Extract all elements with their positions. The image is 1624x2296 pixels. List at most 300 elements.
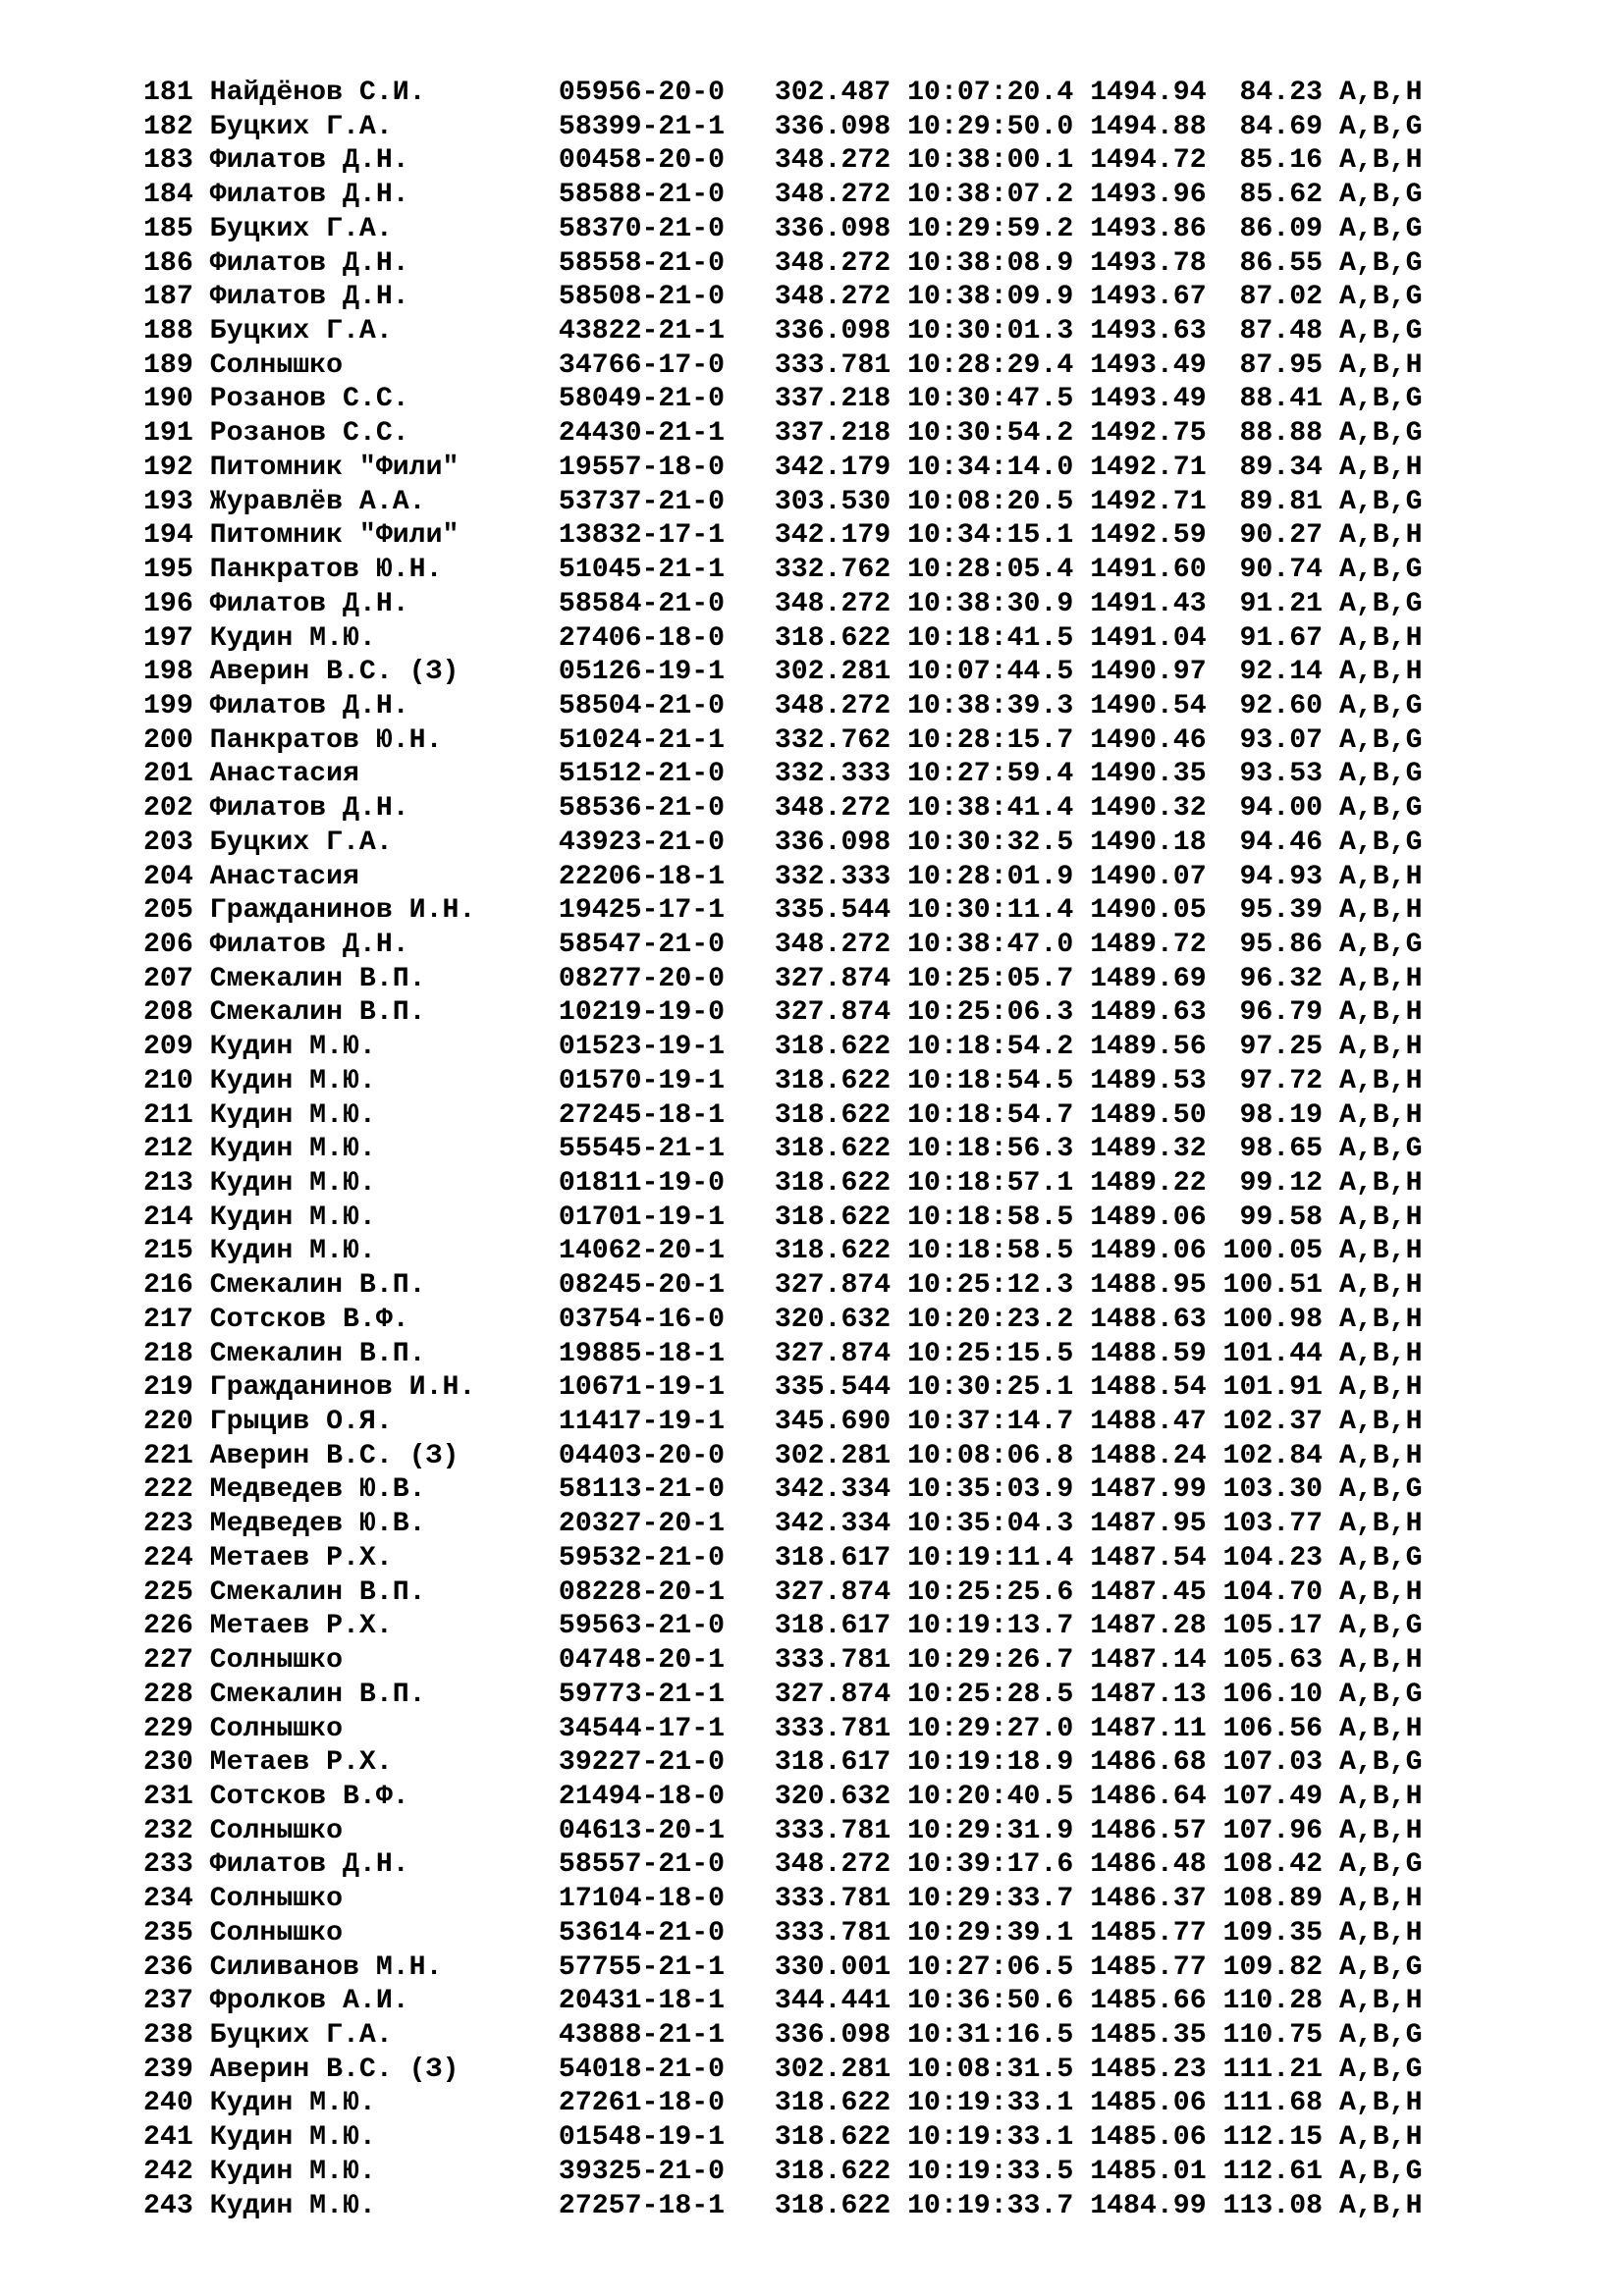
table-row	[143, 1371, 1557, 1406]
arrival-time: 10:29:26.7	[907, 1645, 1091, 1677]
category-flags: A,B,G	[1338, 1951, 1423, 1983]
place-number: 236	[143, 1951, 210, 1983]
ring-number: 00458-20-0	[558, 145, 775, 177]
speed-value: 1490.46	[1090, 724, 1223, 756]
distance-value: 336.098	[774, 111, 908, 142]
ring-number: 43888-21-1	[558, 2019, 775, 2051]
category-flags: A,B,H	[1338, 2122, 1423, 2154]
distance-value: 348.272	[774, 145, 908, 177]
owner-name: Кудин М.Ю.	[209, 1168, 559, 1199]
distance-value: 332.333	[774, 759, 908, 790]
speed-value: 1493.78	[1090, 247, 1223, 279]
coefficient-value: 89.81	[1222, 486, 1339, 517]
coefficient-value: 91.67	[1222, 622, 1339, 654]
distance-value: 342.179	[774, 520, 908, 552]
coefficient-value: 105.17	[1222, 1611, 1339, 1642]
distance-value: 348.272	[774, 588, 908, 619]
coefficient-value: 88.88	[1222, 418, 1339, 450]
speed-value: 1486.57	[1090, 1815, 1223, 1846]
coefficient-value: 109.82	[1222, 1951, 1339, 1983]
coefficient-value: 84.69	[1222, 111, 1339, 142]
arrival-time: 10:25:12.3	[907, 1270, 1091, 1302]
table-row	[143, 929, 1557, 963]
ring-number: 19885-18-1	[558, 1338, 775, 1369]
table-row	[143, 1951, 1557, 1986]
coefficient-value: 97.72	[1222, 1065, 1339, 1096]
arrival-time: 10:35:03.9	[907, 1474, 1091, 1506]
category-flags: A,B,H	[1338, 657, 1423, 688]
place-number: 242	[143, 2156, 210, 2187]
arrival-time: 10:29:39.1	[907, 1917, 1091, 1949]
category-flags: A,B,G	[1338, 486, 1423, 517]
arrival-time: 10:19:33.5	[907, 2156, 1091, 2187]
coefficient-value: 88.41	[1222, 384, 1339, 415]
distance-value: 344.441	[774, 1986, 908, 2017]
arrival-time: 10:30:25.1	[907, 1372, 1091, 1404]
table-row	[143, 349, 1557, 384]
arrival-time: 10:25:06.3	[907, 997, 1091, 1029]
speed-value: 1494.94	[1090, 78, 1223, 108]
owner-name: Аверин В.С. (З)	[209, 657, 559, 688]
ring-number: 04748-20-1	[558, 1645, 775, 1677]
ring-number: 27406-18-0	[558, 622, 775, 654]
ring-number: 34766-17-0	[558, 349, 775, 381]
owner-name: Солнышко	[209, 1713, 559, 1744]
speed-value: 1487.99	[1090, 1474, 1223, 1506]
ring-number: 19425-17-1	[558, 895, 775, 927]
category-flags: A,B,G	[1338, 2054, 1423, 2085]
owner-name: Филатов Д.Н.	[209, 247, 559, 279]
ring-number: 04403-20-0	[558, 1440, 775, 1471]
arrival-time: 10:18:56.3	[907, 1134, 1091, 1165]
distance-value: 318.622	[774, 2122, 908, 2154]
place-number: 214	[143, 1201, 210, 1233]
table-row	[143, 1338, 1557, 1372]
category-flags: A,B,G	[1338, 282, 1423, 313]
ring-number: 01570-19-1	[558, 1065, 775, 1096]
speed-value: 1493.86	[1090, 213, 1223, 244]
table-row	[143, 1133, 1557, 1167]
table-row	[143, 2121, 1557, 2156]
category-flags: A,B,H	[1338, 2190, 1423, 2221]
coefficient-value: 108.89	[1222, 1884, 1339, 1915]
table-row	[143, 1508, 1557, 1542]
owner-name: Гражданинов И.Н.	[209, 1372, 559, 1404]
place-number: 240	[143, 2088, 210, 2119]
speed-value: 1485.66	[1090, 1986, 1223, 2017]
category-flags: A,B,G	[1338, 929, 1423, 960]
table-row	[143, 588, 1557, 622]
category-flags: A,B,H	[1338, 520, 1423, 552]
table-row	[143, 1883, 1557, 1917]
category-flags: A,B,H	[1338, 145, 1423, 177]
coefficient-value: 100.98	[1222, 1304, 1339, 1335]
table-row	[143, 963, 1557, 997]
coefficient-value: 99.58	[1222, 1201, 1339, 1233]
distance-value: 348.272	[774, 793, 908, 825]
ring-number: 58504-21-0	[558, 690, 775, 721]
place-number: 234	[143, 1884, 210, 1915]
arrival-time: 10:20:23.2	[907, 1304, 1091, 1335]
distance-value: 318.617	[774, 1611, 908, 1642]
coefficient-value: 84.23	[1222, 78, 1339, 108]
place-number: 223	[143, 1509, 210, 1540]
coefficient-value: 98.19	[1222, 1099, 1339, 1131]
speed-value: 1487.45	[1090, 1576, 1223, 1608]
owner-name: Кудин М.Ю.	[209, 1099, 559, 1131]
owner-name: Филатов Д.Н.	[209, 1849, 559, 1881]
arrival-time: 10:25:25.6	[907, 1576, 1091, 1608]
coefficient-value: 87.95	[1222, 349, 1339, 381]
coefficient-value: 86.09	[1222, 213, 1339, 244]
category-flags: A,B,G	[1338, 1134, 1423, 1165]
table-row	[143, 894, 1557, 929]
ring-number: 05956-20-0	[558, 78, 775, 108]
speed-value: 1489.72	[1090, 929, 1223, 960]
place-number: 241	[143, 2122, 210, 2154]
speed-value: 1486.68	[1090, 1747, 1223, 1779]
owner-name: Кудин М.Ю.	[209, 2156, 559, 2187]
coefficient-value: 93.07	[1222, 724, 1339, 756]
arrival-time: 10:39:17.6	[907, 1849, 1091, 1881]
table-row	[143, 519, 1557, 554]
ring-number: 53737-21-0	[558, 486, 775, 517]
arrival-time: 10:18:54.5	[907, 1065, 1091, 1096]
place-number: 238	[143, 2019, 210, 2051]
owner-name: Фролков А.И.	[209, 1986, 559, 2017]
place-number: 228	[143, 1679, 210, 1710]
distance-value: 336.098	[774, 213, 908, 244]
arrival-time: 10:19:18.9	[907, 1747, 1091, 1779]
results-list	[143, 77, 1557, 2223]
speed-value: 1493.96	[1090, 180, 1223, 211]
ring-number: 01523-19-1	[558, 1032, 775, 1063]
ring-number: 58557-21-0	[558, 1849, 775, 1881]
distance-value: 342.334	[774, 1474, 908, 1506]
coefficient-value: 90.74	[1222, 555, 1339, 586]
table-row	[143, 247, 1557, 282]
coefficient-value: 86.55	[1222, 247, 1339, 279]
owner-name: Кудин М.Ю.	[209, 1134, 559, 1165]
distance-value: 303.530	[774, 486, 908, 517]
place-number: 233	[143, 1849, 210, 1881]
table-row	[143, 1781, 1557, 1815]
arrival-time: 10:19:33.7	[907, 2190, 1091, 2221]
distance-value: 318.622	[774, 1236, 908, 1267]
speed-value: 1491.43	[1090, 588, 1223, 619]
arrival-time: 10:25:28.5	[907, 1679, 1091, 1710]
place-number: 227	[143, 1645, 210, 1677]
ring-number: 58049-21-0	[558, 384, 775, 415]
place-number: 222	[143, 1474, 210, 1506]
distance-value: 348.272	[774, 1849, 908, 1881]
coefficient-value: 108.42	[1222, 1849, 1339, 1881]
ring-number: 58370-21-0	[558, 213, 775, 244]
ring-number: 01701-19-1	[558, 1201, 775, 1233]
owner-name: Сотсков В.Ф.	[209, 1304, 559, 1335]
ring-number: 20327-20-1	[558, 1509, 775, 1540]
coefficient-value: 95.39	[1222, 895, 1339, 927]
category-flags: A,B,H	[1338, 1304, 1423, 1335]
place-number: 182	[143, 111, 210, 142]
category-flags: A,B,G	[1338, 1474, 1423, 1506]
speed-value: 1485.01	[1090, 2156, 1223, 2187]
distance-value: 318.622	[774, 622, 908, 654]
ring-number: 04613-20-1	[558, 1815, 775, 1846]
owner-name: Кудин М.Ю.	[209, 1236, 559, 1267]
category-flags: A,B,G	[1338, 316, 1423, 347]
coefficient-value: 112.15	[1222, 2122, 1339, 2154]
ring-number: 58547-21-0	[558, 929, 775, 960]
distance-value: 348.272	[774, 180, 908, 211]
coefficient-value: 107.96	[1222, 1815, 1339, 1846]
place-number: 226	[143, 1611, 210, 1642]
distance-value: 333.781	[774, 1815, 908, 1846]
speed-value: 1487.28	[1090, 1611, 1223, 1642]
arrival-time: 10:25:05.7	[907, 963, 1091, 994]
ring-number: 39227-21-0	[558, 1747, 775, 1779]
speed-value: 1490.18	[1090, 827, 1223, 858]
category-flags: A,B,G	[1338, 724, 1423, 756]
distance-value: 327.874	[774, 1338, 908, 1369]
place-number: 243	[143, 2190, 210, 2221]
category-flags: A,B,H	[1338, 895, 1423, 927]
speed-value: 1490.05	[1090, 895, 1223, 927]
table-row	[143, 1065, 1557, 1099]
owner-name: Филатов Д.Н.	[209, 282, 559, 313]
arrival-time: 10:25:15.5	[907, 1338, 1091, 1369]
arrival-time: 10:38:47.0	[907, 929, 1091, 960]
coefficient-value: 111.68	[1222, 2088, 1339, 2119]
place-number: 190	[143, 384, 210, 415]
category-flags: A,B,H	[1338, 1440, 1423, 1471]
arrival-time: 10:08:06.8	[907, 1440, 1091, 1471]
ring-number: 08245-20-1	[558, 1270, 775, 1302]
table-row	[143, 1746, 1557, 1781]
owner-name: Панкратов Ю.Н.	[209, 555, 559, 586]
speed-value: 1489.06	[1090, 1201, 1223, 1233]
owner-name: Филатов Д.Н.	[209, 588, 559, 619]
table-row	[143, 724, 1557, 759]
place-number: 194	[143, 520, 210, 552]
arrival-time: 10:38:07.2	[907, 180, 1091, 211]
speed-value: 1492.71	[1090, 486, 1223, 517]
arrival-time: 10:18:54.2	[907, 1032, 1091, 1063]
place-number: 224	[143, 1542, 210, 1574]
place-number: 207	[143, 963, 210, 994]
ring-number: 51512-21-0	[558, 759, 775, 790]
arrival-time: 10:37:14.7	[907, 1407, 1091, 1438]
ring-number: 59532-21-0	[558, 1542, 775, 1574]
distance-value: 327.874	[774, 963, 908, 994]
ring-number: 03754-16-0	[558, 1304, 775, 1335]
place-number: 202	[143, 793, 210, 825]
arrival-time: 10:18:58.5	[907, 1201, 1091, 1233]
category-flags: A,B,G	[1338, 759, 1423, 790]
table-row	[143, 77, 1557, 111]
arrival-time: 10:29:31.9	[907, 1815, 1091, 1846]
arrival-time: 10:07:20.4	[907, 78, 1091, 108]
table-row	[143, 417, 1557, 452]
speed-value: 1488.59	[1090, 1338, 1223, 1369]
distance-value: 302.281	[774, 1440, 908, 1471]
owner-name: Кудин М.Ю.	[209, 2122, 559, 2154]
arrival-time: 10:27:59.4	[907, 759, 1091, 790]
ring-number: 13832-17-1	[558, 520, 775, 552]
ring-number: 27261-18-0	[558, 2088, 775, 2119]
category-flags: A,B,G	[1338, 2019, 1423, 2051]
ring-number: 58536-21-0	[558, 793, 775, 825]
ring-number: 08228-20-1	[558, 1576, 775, 1608]
category-flags: A,B,G	[1338, 588, 1423, 619]
category-flags: A,B,H	[1338, 1576, 1423, 1608]
arrival-time: 10:30:01.3	[907, 316, 1091, 347]
place-number: 191	[143, 418, 210, 450]
category-flags: A,B,H	[1338, 1372, 1423, 1404]
place-number: 217	[143, 1304, 210, 1335]
speed-value: 1488.95	[1090, 1270, 1223, 1302]
place-number: 198	[143, 657, 210, 688]
speed-value: 1489.56	[1090, 1032, 1223, 1063]
owner-name: Буцких Г.А.	[209, 827, 559, 858]
speed-value: 1493.67	[1090, 282, 1223, 313]
place-number: 187	[143, 282, 210, 313]
place-number: 199	[143, 690, 210, 721]
table-row	[143, 2087, 1557, 2121]
coefficient-value: 95.86	[1222, 929, 1339, 960]
distance-value: 342.179	[774, 452, 908, 483]
category-flags: A,B,H	[1338, 1815, 1423, 1846]
table-row	[143, 315, 1557, 349]
owner-name: Силиванов М.Н.	[209, 1951, 559, 1983]
distance-value: 336.098	[774, 827, 908, 858]
coefficient-value: 91.21	[1222, 588, 1339, 619]
ring-number: 01548-19-1	[558, 2122, 775, 2154]
coefficient-value: 87.02	[1222, 282, 1339, 313]
table-row	[143, 1031, 1557, 1065]
speed-value: 1488.24	[1090, 1440, 1223, 1471]
owner-name: Сотсков В.Ф.	[209, 1781, 559, 1812]
arrival-time: 10:08:20.5	[907, 486, 1091, 517]
ring-number: 58399-21-1	[558, 111, 775, 142]
coefficient-value: 85.62	[1222, 180, 1339, 211]
place-number: 221	[143, 1440, 210, 1471]
owner-name: Найдёнов С.И.	[209, 78, 559, 108]
speed-value: 1489.22	[1090, 1168, 1223, 1199]
distance-value: 302.487	[774, 78, 908, 108]
coefficient-value: 107.49	[1222, 1781, 1339, 1812]
distance-value: 318.622	[774, 1168, 908, 1199]
ring-number: 58113-21-0	[558, 1474, 775, 1506]
arrival-time: 10:18:58.5	[907, 1236, 1091, 1267]
speed-value: 1489.63	[1090, 997, 1223, 1029]
category-flags: A,B,H	[1338, 1645, 1423, 1677]
category-flags: A,B,H	[1338, 2088, 1423, 2119]
ring-number: 58584-21-0	[558, 588, 775, 619]
distance-value: 318.622	[774, 1201, 908, 1233]
category-flags: A,B,G	[1338, 1542, 1423, 1574]
table-row	[143, 2156, 1557, 2190]
ring-number: 10671-19-1	[558, 1372, 775, 1404]
speed-value: 1487.14	[1090, 1645, 1223, 1677]
coefficient-value: 106.56	[1222, 1713, 1339, 1744]
arrival-time: 10:18:41.5	[907, 622, 1091, 654]
owner-name: Филатов Д.Н.	[209, 793, 559, 825]
distance-value: 318.622	[774, 2088, 908, 2119]
ring-number: 43923-21-0	[558, 827, 775, 858]
place-number: 189	[143, 349, 210, 381]
owner-name: Анастасия	[209, 861, 559, 892]
ring-number: 51024-21-1	[558, 724, 775, 756]
place-number: 188	[143, 316, 210, 347]
coefficient-value: 104.23	[1222, 1542, 1339, 1574]
distance-value: 348.272	[774, 690, 908, 721]
arrival-time: 10:34:14.0	[907, 452, 1091, 483]
speed-value: 1492.71	[1090, 452, 1223, 483]
category-flags: A,B,H	[1338, 1509, 1423, 1540]
owner-name: Филатов Д.Н.	[209, 690, 559, 721]
category-flags: A,B,G	[1338, 418, 1423, 450]
distance-value: 318.617	[774, 1542, 908, 1574]
ring-number: 19557-18-0	[558, 452, 775, 483]
arrival-time: 10:29:59.2	[907, 213, 1091, 244]
owner-name: Метаев Р.Х.	[209, 1747, 559, 1779]
place-number: 208	[143, 997, 210, 1029]
speed-value: 1494.72	[1090, 145, 1223, 177]
arrival-time: 10:29:33.7	[907, 1884, 1091, 1915]
distance-value: 335.544	[774, 1372, 908, 1404]
table-row	[143, 690, 1557, 724]
distance-value: 348.272	[774, 247, 908, 279]
ring-number: 58558-21-0	[558, 247, 775, 279]
arrival-time: 10:18:57.1	[907, 1168, 1091, 1199]
ring-number: 21494-18-0	[558, 1781, 775, 1812]
owner-name: Аверин В.С. (З)	[209, 1440, 559, 1471]
place-number: 231	[143, 1781, 210, 1812]
category-flags: A,B,H	[1338, 1917, 1423, 1949]
table-row	[143, 1576, 1557, 1611]
coefficient-value: 113.08	[1222, 2190, 1339, 2221]
arrival-time: 10:28:15.7	[907, 724, 1091, 756]
arrival-time: 10:38:00.1	[907, 145, 1091, 177]
ring-number: 20431-18-1	[558, 1986, 775, 2017]
category-flags: A,B,G	[1338, 555, 1423, 586]
category-flags: A,B,H	[1338, 963, 1423, 994]
category-flags: A,B,H	[1338, 1713, 1423, 1744]
table-row	[143, 996, 1557, 1031]
category-flags: A,B,H	[1338, 452, 1423, 483]
owner-name: Буцких Г.А.	[209, 316, 559, 347]
arrival-time: 10:30:32.5	[907, 827, 1091, 858]
ring-number: 05126-19-1	[558, 657, 775, 688]
distance-value: 336.098	[774, 316, 908, 347]
owner-name: Смекалин В.П.	[209, 1270, 559, 1302]
place-number: 212	[143, 1134, 210, 1165]
speed-value: 1493.49	[1090, 384, 1223, 415]
speed-value: 1488.54	[1090, 1372, 1223, 1404]
speed-value: 1493.63	[1090, 316, 1223, 347]
table-row	[143, 383, 1557, 417]
ring-number: 39325-21-0	[558, 2156, 775, 2187]
owner-name: Грыцив О.Я.	[209, 1407, 559, 1438]
owner-name: Кудин М.Ю.	[209, 2190, 559, 2221]
table-row	[143, 1679, 1557, 1713]
speed-value: 1484.99	[1090, 2190, 1223, 2221]
table-row	[143, 1815, 1557, 1849]
ring-number: 54018-21-0	[558, 2054, 775, 2085]
table-row	[143, 622, 1557, 657]
table-row	[143, 452, 1557, 486]
